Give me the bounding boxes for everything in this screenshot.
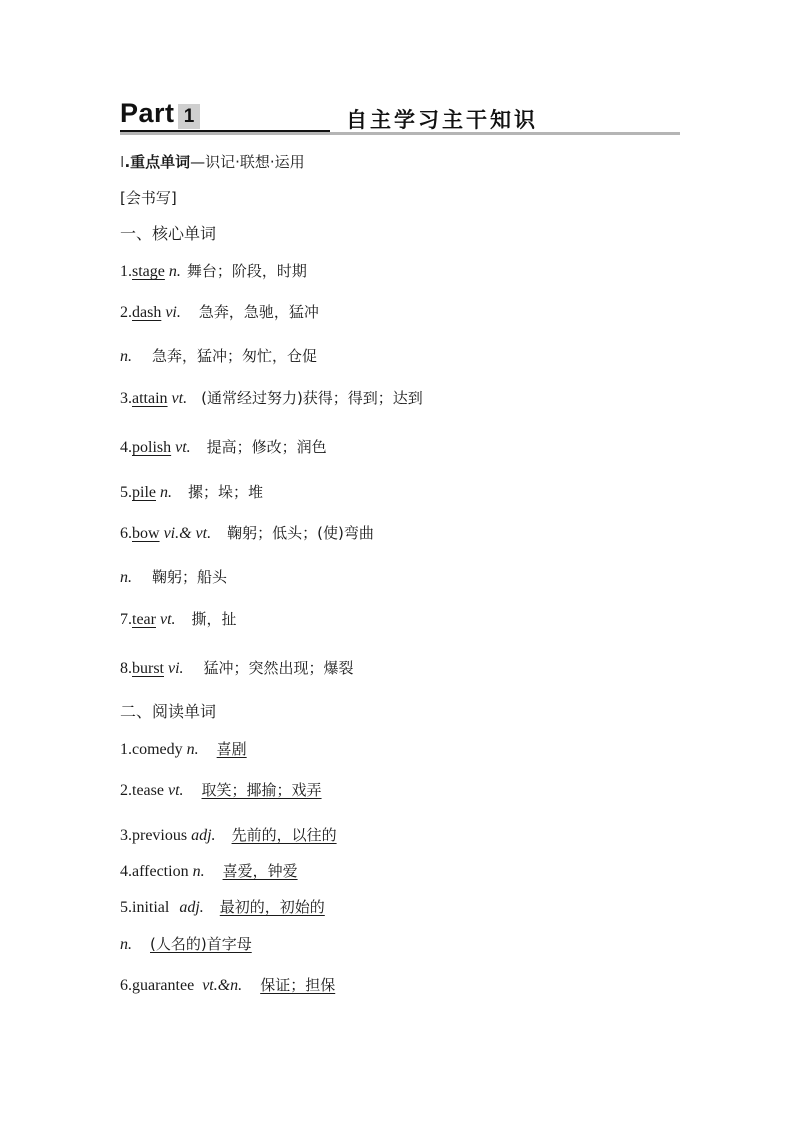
- reading-word-entry: [120, 780, 322, 801]
- entry-meaning: (通常经过努力)获得；得到；达到: [201, 389, 423, 407]
- reading-words-heading: 二、阅读单词: [120, 702, 217, 721]
- entry-pos: vt.: [159, 611, 176, 628]
- reading-word-entry: [120, 934, 252, 955]
- entry-pos: adj.: [191, 827, 216, 844]
- entry-word: initial: [132, 899, 170, 916]
- entry-pos: vt.: [171, 390, 188, 407]
- entry-pos: n.: [160, 484, 172, 501]
- entry-meaning: 摞；垛；堆: [188, 483, 264, 501]
- section-title: .重点单词: [124, 153, 191, 171]
- section-subtitle: —识记·联想·运用: [190, 153, 305, 171]
- entry-pos: vi.& vt.: [163, 525, 212, 542]
- entry-number: 3.: [120, 827, 132, 844]
- section-heading: [120, 152, 305, 173]
- core-word-entry: [120, 482, 263, 503]
- part-label: Part: [120, 98, 175, 128]
- entry-answer: 取笑；揶揄；戏弄: [201, 781, 322, 799]
- entry-word: guarantee: [132, 977, 195, 994]
- entry-number: 1.: [120, 741, 132, 758]
- entry-number: 4.: [120, 439, 132, 456]
- entry-answer: 喜剧: [216, 740, 247, 758]
- entry-number: 5.: [120, 899, 132, 916]
- category-label: [会书写]: [120, 189, 177, 207]
- reading-word-entry: [120, 897, 325, 918]
- entry-pos: vt.: [167, 782, 184, 799]
- reading-word-entry: [120, 975, 335, 996]
- entry-pos: n.: [120, 936, 132, 953]
- entry-word: dash: [132, 304, 162, 321]
- entry-meaning: 鞠躬；低头；(使)弯曲: [227, 524, 374, 542]
- entry-word: stage: [132, 263, 165, 280]
- entry-pos: n.: [168, 263, 181, 280]
- entry-number: 6.: [120, 977, 132, 994]
- entry-answer: (人名的)首字母: [150, 935, 252, 953]
- core-word-entry: [120, 567, 227, 588]
- entry-word: affection: [132, 863, 189, 880]
- entry-meaning: 舞台；阶段，时期: [186, 262, 307, 280]
- core-word-entry: [120, 346, 317, 367]
- entry-number: 8.: [120, 660, 132, 677]
- entry-word: bow: [132, 525, 160, 542]
- core-word-entry: [120, 302, 319, 323]
- entry-number: 5.: [120, 484, 132, 501]
- core-word-entry: [120, 523, 374, 544]
- core-word-entry: [120, 261, 307, 282]
- entry-number: 3.: [120, 390, 132, 407]
- entry-word: attain: [132, 390, 168, 407]
- core-words-heading: 一、核心单词: [120, 224, 217, 243]
- core-word-entry: [120, 609, 237, 630]
- entry-answer: 最初的，初始的: [219, 898, 325, 916]
- core-word-entry: [120, 437, 327, 458]
- header-rule: [120, 132, 680, 135]
- entry-number: 2.: [120, 304, 132, 321]
- entry-meaning: 撕，扯: [191, 610, 237, 628]
- core-word-entry: [120, 658, 354, 679]
- entry-number: 4.: [120, 863, 132, 880]
- entry-number: 6.: [120, 525, 132, 542]
- entry-pos: vt.: [175, 439, 191, 456]
- entry-number: 7.: [120, 611, 132, 628]
- reading-word-entry: [120, 825, 337, 846]
- entry-pos: n.: [186, 741, 199, 758]
- entry-word: burst: [132, 660, 164, 677]
- entry-meaning: 猛冲；突然出现；爆裂: [203, 659, 354, 677]
- part-number-badge: 1: [178, 104, 200, 129]
- entry-meaning: 鞠躬；船头: [152, 568, 228, 586]
- entry-pos: adj.: [179, 899, 204, 916]
- entry-word: previous: [132, 827, 188, 844]
- part-header: [120, 98, 680, 134]
- section-numeral: Ⅰ: [120, 153, 125, 171]
- entry-word: comedy: [132, 741, 183, 758]
- entry-pos: n.: [120, 348, 132, 365]
- entry-pos: n.: [120, 569, 132, 586]
- reading-word-entry: [120, 861, 298, 882]
- entry-number: 1.: [120, 263, 132, 280]
- reading-word-entry: [120, 739, 247, 760]
- entry-word: tear: [132, 611, 156, 628]
- core-word-entry: [120, 388, 423, 409]
- entry-meaning: 提高；修改；润色: [206, 438, 327, 456]
- entry-answer: 喜爱，钟爱: [222, 862, 298, 880]
- entry-meaning: 急奔，猛冲；匆忙，仓促: [152, 347, 318, 365]
- entry-meaning: 急奔，急驰，猛冲: [198, 303, 319, 321]
- entry-answer: 先前的，以往的: [231, 826, 337, 844]
- entry-word: pile: [132, 484, 156, 501]
- entry-word: polish: [132, 439, 172, 456]
- entry-number: 2.: [120, 782, 132, 799]
- entry-word: tease: [132, 782, 164, 799]
- entry-pos: n.: [192, 863, 205, 880]
- entry-answer: 保证；担保: [260, 976, 336, 994]
- header-title: 自主学习主干知识: [346, 107, 538, 132]
- entry-pos: vi.: [168, 660, 184, 677]
- entry-pos: vi.: [165, 304, 181, 321]
- entry-pos: vt.&n.: [202, 977, 243, 994]
